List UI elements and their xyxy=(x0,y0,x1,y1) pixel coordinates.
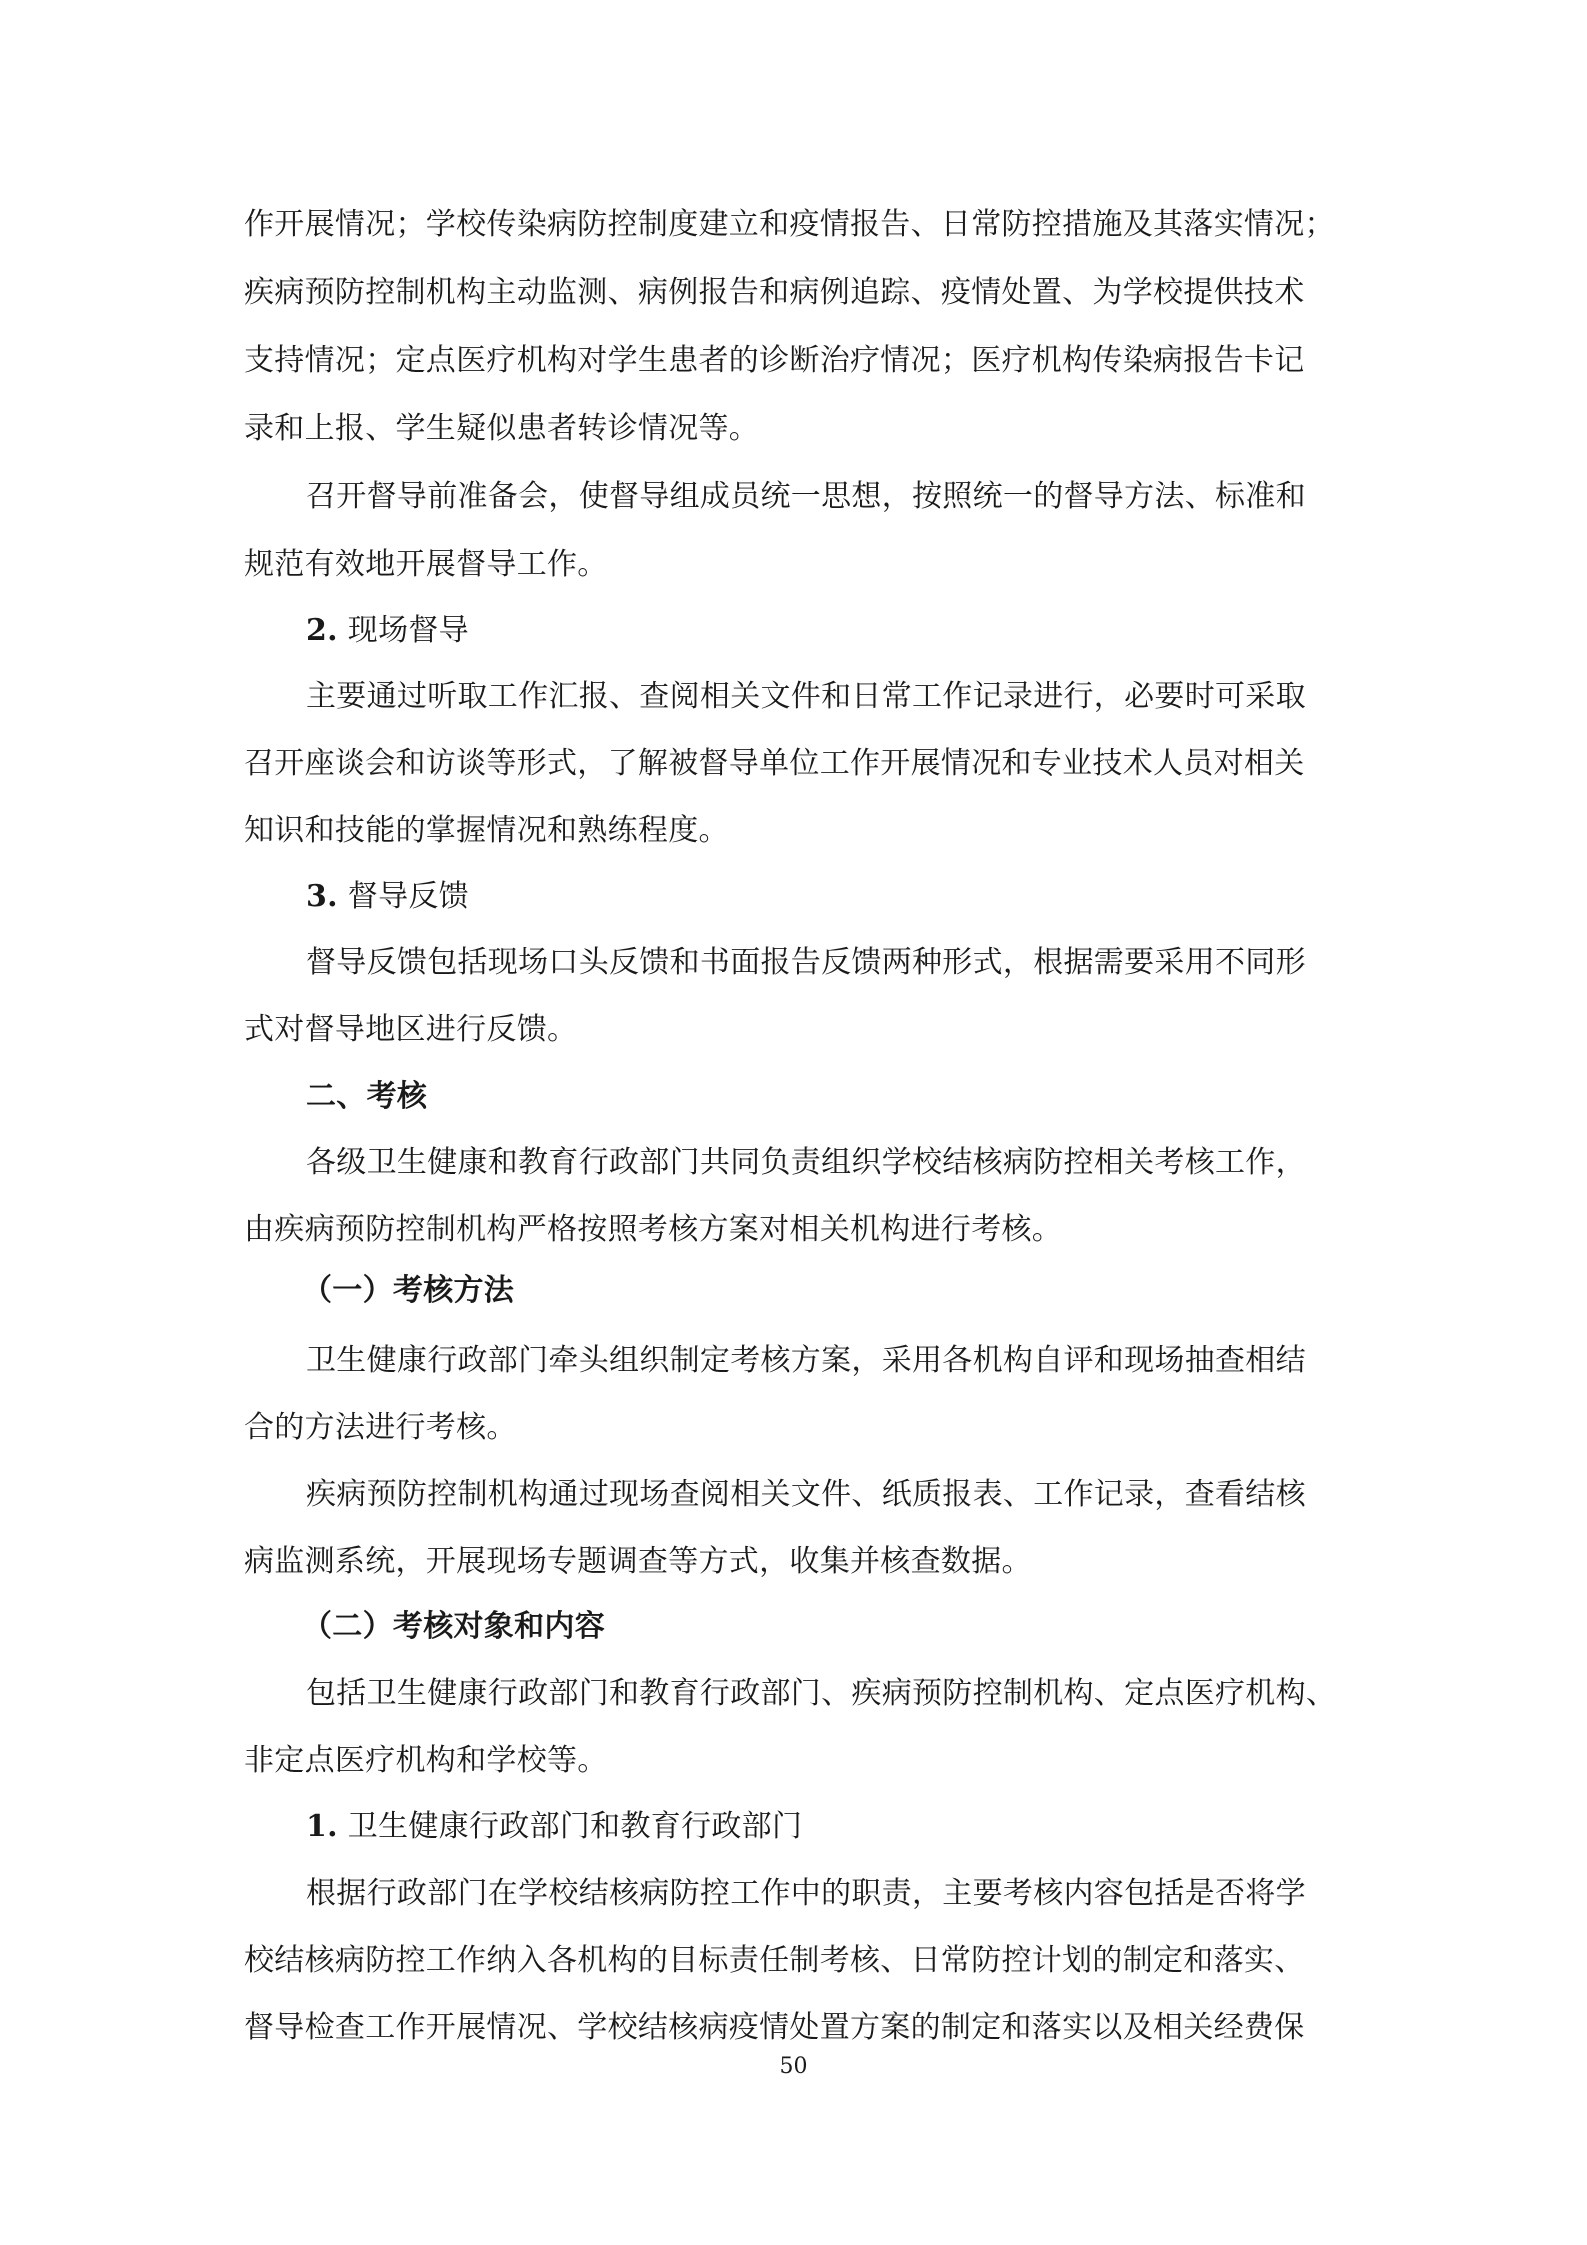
subsection-heading: （二）考核对象和内容 xyxy=(302,1609,605,1644)
heading-label: 卫生健康行政部门和教育行政部门 xyxy=(347,1809,803,1844)
subsection-heading xyxy=(306,877,1354,917)
body-text-line: 支持情况；定点医疗机构对学生患者的诊断治疗情况；医疗机构传染病报告卡记 xyxy=(244,343,1305,378)
body-text-line: 录和上报、学生疑似患者转诊情况等。 xyxy=(244,411,760,446)
body-text-line: 各级卫生健康和教育行政部门共同负责组织学校结核病防控相关考核工作， xyxy=(306,1145,1306,1180)
body-text-line: 包括卫生健康行政部门和教育行政部门、疾病预防控制机构、定点医疗机构、 xyxy=(306,1676,1337,1711)
body-text-line: 根据行政部门在学校结核病防控工作中的职责，主要考核内容包括是否将学 xyxy=(306,1876,1306,1911)
body-text-line: 作开展情况；学校传染病防控制度建立和疫情报告、日常防控措施及其落实情况； xyxy=(244,207,1335,242)
body-text-line: 式对督导地区进行反馈。 xyxy=(244,1012,578,1047)
heading-number: 1. xyxy=(306,1809,338,1844)
body-text-line: 疾病预防控制机构主动监测、病例报告和病例追踪、疫情处置、为学校提供技术 xyxy=(244,275,1305,310)
body-text-line: 主要通过听取工作汇报、查阅相关文件和日常工作记录进行，必要时可采取 xyxy=(306,679,1306,714)
heading-label: 督导反馈 xyxy=(347,879,469,914)
heading-label: 现场督导 xyxy=(347,613,469,648)
body-text-line: 由疾病预防控制机构严格按照考核方案对相关机构进行考核。 xyxy=(244,1212,1063,1247)
subsection-heading: （一）考核方法 xyxy=(302,1273,515,1308)
heading-number: 3. xyxy=(306,879,338,914)
body-text-line: 卫生健康行政部门牵头组织制定考核方案，采用各机构自评和现场抽查相结 xyxy=(306,1343,1306,1378)
body-text-line: 合的方法进行考核。 xyxy=(244,1410,517,1445)
body-text-line: 校结核病防控工作纳入各机构的目标责任制考核、日常防控计划的制定和落实、 xyxy=(244,1943,1305,1978)
subsection-heading xyxy=(306,1807,1354,1847)
section-heading: 二、考核 xyxy=(306,1079,428,1114)
body-text-line: 病监测系统，开展现场专题调查等方式，收集并核查数据。 xyxy=(244,1544,1032,1579)
body-text-line: 疾病预防控制机构通过现场查阅相关文件、纸质报表、工作记录，查看结核 xyxy=(306,1477,1306,1512)
body-text-line: 召开座谈会和访谈等形式，了解被督导单位工作开展情况和专业技术人员对相关 xyxy=(244,746,1305,781)
body-text-line: 规范有效地开展督导工作。 xyxy=(244,547,608,582)
heading-number: 2. xyxy=(306,613,338,648)
body-text-line: 非定点医疗机构和学校等。 xyxy=(244,1743,608,1778)
subsection-heading xyxy=(306,611,1354,651)
page-number: 50 xyxy=(779,2054,808,2079)
body-text-line: 召开督导前准备会，使督导组成员统一思想，按照统一的督导方法、标准和 xyxy=(306,479,1306,514)
body-text-line: 督导检查工作开展情况、学校结核病疫情处置方案的制定和落实以及相关经费保 xyxy=(244,2010,1305,2045)
body-text-line: 督导反馈包括现场口头反馈和书面报告反馈两种形式，根据需要采用不同形 xyxy=(306,945,1306,980)
body-text-line: 知识和技能的掌握情况和熟练程度。 xyxy=(244,813,729,848)
